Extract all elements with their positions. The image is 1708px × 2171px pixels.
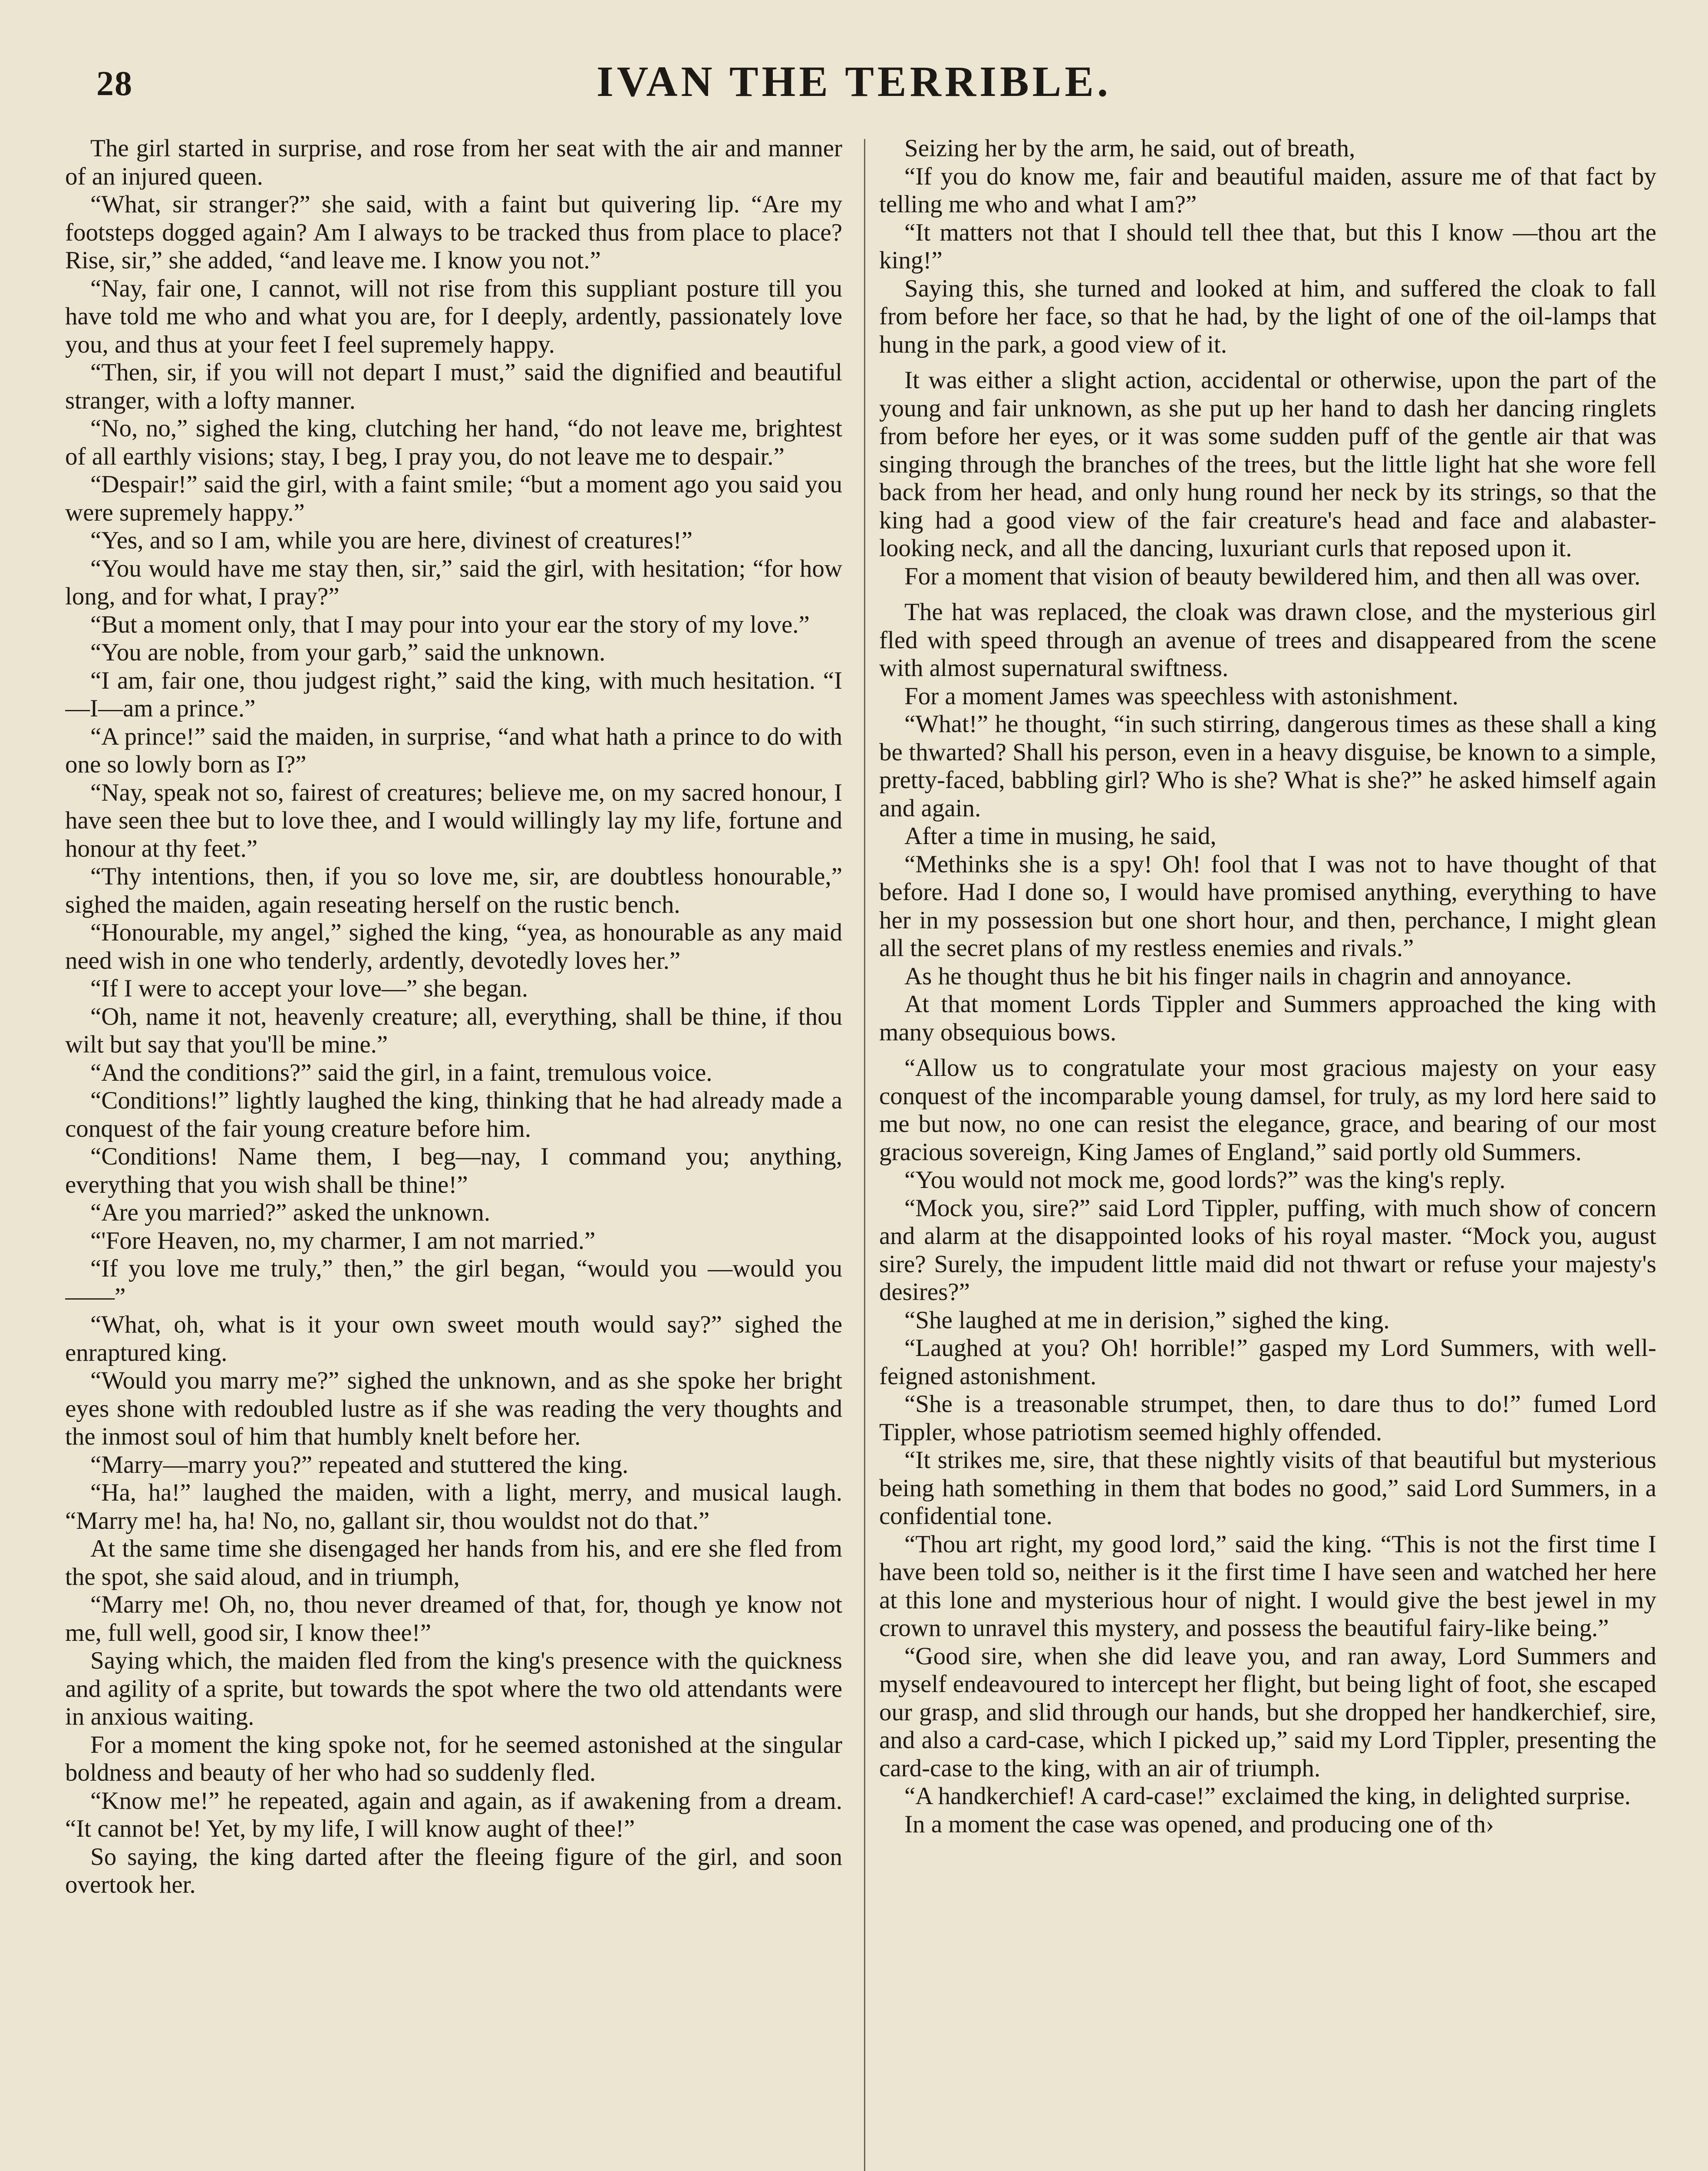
paragraph: “You would have me stay then, sir,” said the girl, with hesitation; “for how long, and for what, I pray?”: [65, 554, 842, 610]
page-number: 28: [96, 65, 133, 103]
paragraph: “You would not mock me, good lords?” was the king's reply.: [904, 1166, 1506, 1194]
paragraph: “Conditions!” lightly laughed the king, thinking that he had already made a conquest of the fair young creature before him.: [65, 1087, 842, 1142]
paragraph: “What, oh, what is it your own sweet mouth would say?” sighed the enraptured king.: [65, 1311, 842, 1366]
paragraph: “Nay, speak not so, fairest of creatures; believe me, on my sacred honour, I have seen thee but to love thee, and I would willingly lay my life, fortune and honour at thy feet.”: [65, 779, 842, 862]
paragraph: “She laughed at me in derision,” sighed the king.: [904, 1306, 1390, 1334]
paragraph: “It matters not that I should tell thee that, but this I know —thou art the king!”: [879, 218, 1656, 274]
paragraph: “No, no,” sighed the king, clutching her hand, “do not leave me, brightest of all earthly visions; stay, I beg, I pray you, do not leave me to despair.”: [65, 415, 842, 470]
paragraph: “Ha, ha!” laughed the maiden, with a light, merry, and musical laugh. “Marry me! ha, ha! No, no, gallant sir, thou wouldst not do that.”: [65, 1479, 842, 1534]
paragraph: “Conditions! Name them, I beg—nay, I command you; anything, everything that you wish shall be thine!”: [65, 1143, 842, 1198]
paragraph: “A prince!” said the maiden, in surprise, “and what hath a prince to do with one so lowly born as I?”: [65, 723, 842, 778]
paragraph: “What, sir stranger?” she said, with a faint but quivering lip. “Are my footsteps dogged again? Am I always to be tracked thus from place to place? Rise, sir,” she added, “and leave me. I know you not.”: [65, 191, 842, 274]
paragraph: As he thought thus he bit his finger nails in chagrin and annoyance.: [904, 962, 1572, 990]
paragraph: “Marry me! Oh, no, thou never dreamed of that, for, though ye know not me, full well, good sir, I know thee!”: [65, 1591, 842, 1646]
paragraph: “Methinks she is a spy! Oh! fool that I was not to have thought of that before. Had I done so, I would have promised anything, everything to have her in my possession but one short hour, and then, perchance, I might glean all the secret plans of my restless enemies and rivals.”: [879, 850, 1656, 962]
page-title: IVAN THE TERRIBLE.: [596, 57, 1112, 106]
paragraph: “If you love me truly,” then,” the girl began, “would you —would you——”: [65, 1255, 842, 1310]
paragraph: “Despair!” said the girl, with a faint smile; “but a moment ago you said you were supremely happy.”: [65, 471, 842, 526]
paragraph: “A handkerchief! A card-case!” exclaimed the king, in delighted surprise.: [904, 1782, 1631, 1810]
paragraph: “You are noble, from your garb,” said the unknown.: [90, 639, 606, 666]
paragraph: “Laughed at you? Oh! horrible!” gasped my Lord Summers, with well-feigned astonishment.: [879, 1334, 1656, 1390]
paragraph: “It strikes me, sire, that these nightly visits of that beautiful but mysterious being hath something in them that bodes no good,” said Lord Summers, in a confidential tone.: [879, 1446, 1656, 1530]
paragraph: “What!” he thought, “in such stirring, dangerous times as these shall a king be thwarted? Shall his person, even in a heavy disguise, be known to a simple, pretty-faced, babbling girl? Who is she? What is she?” he asked himself again and again.: [879, 710, 1656, 822]
right-column: [879, 135, 1656, 2171]
paragraph: “Then, sir, if you will not depart I must,” said the dignified and beautiful stranger, with a lofty manner.: [65, 359, 842, 414]
paragraph: In a moment the case was opened, and producing one of th›: [904, 1810, 1494, 1838]
paragraph: After a time in musing, he said,: [904, 822, 1217, 850]
paragraph: “'Fore Heaven, no, my charmer, I am not married.”: [90, 1227, 596, 1254]
page-header: [0, 56, 1708, 122]
paragraph: “Are you married?” asked the unknown.: [90, 1199, 491, 1226]
left-column: [65, 135, 842, 2171]
paragraph: “Thy intentions, then, if you so love me, sir, are doubtless honourable,” sighed the maiden, again reseating herself on the rustic bench.: [65, 863, 842, 918]
paragraph: “I am, fair one, thou judgest right,” said the king, with much hesitation. “I—I—am a prince.”: [65, 666, 842, 722]
paragraph: “Good sire, when she did leave you, and ran away, Lord Summers and myself endeavoured to intercept her flight, but being light of foot, she escaped our grasp, and slid through our hands, but she dropped her handkerchief, sire, and also a card-case, which I picked up,” said my Lord Tippler, presenting the card-case to the king, with an air of triumph.: [879, 1642, 1656, 1782]
paragraph: So saying, the king darted after the fleeing figure of the girl, and soon overtook her.: [65, 1843, 842, 1898]
paragraph: “Oh, name it not, heavenly creature; all, everything, shall be thine, if thou wilt but say that you'll be mine.”: [65, 1003, 842, 1058]
paragraph: Seizing her by the arm, he said, out of breath,: [904, 135, 1355, 162]
paragraph: For a moment James was speechless with astonishment.: [904, 682, 1458, 710]
paragraph: Saying this, she turned and looked at him, and suffered the cloak to fall from before her face, so that he had, by the light of one of the oil-lamps that hung in the park, a good view of it.: [879, 274, 1656, 358]
paragraph: “Yes, and so I am, while you are here, divinest of creatures!”: [90, 527, 693, 554]
paragraph: “But a moment only, that I may pour into your ear the story of my love.”: [90, 610, 810, 638]
paragraph: For a moment the king spoke not, for he seemed astonished at the singular boldness and beauty of her who had so suddenly fled.: [65, 1731, 842, 1786]
paragraph: “If I were to accept your love—” she began.: [90, 975, 528, 1002]
paragraph: “Would you marry me?” sighed the unknown, and as she spoke her bright eyes shone with redoubled lustre as if she was reading the very thoughts and the inmost soul of him that humbly knelt before her.: [65, 1367, 842, 1450]
paragraph: “Marry—marry you?” repeated and stuttered the king.: [90, 1451, 629, 1478]
paragraph: “Honourable, my angel,” sighed the king, “yea, as honourable as any maid need wish in one who tenderly, ardently, devotedly loves her.”: [65, 919, 842, 974]
paragraph: “Thou art right, my good lord,” said the king. “This is not the first time I have been told so, neither is it the first time I have seen and watched her here at this lone and mysterious hour of night. I would give the best jewel in my crown to unravel this mystery, and possess the beautiful fairy-like being.”: [879, 1530, 1656, 1642]
paragraph: “And the conditions?” said the girl, in a faint, tremulous voice.: [90, 1059, 712, 1086]
paragraph: It was either a slight action, accidental or otherwise, upon the part of the young and fair unknown, as she put up her hand to dash her dancing ringlets from before her eyes, or it was some sudden puff of the gentle air that was singing through the branches of the trees, but the little light hat she wore fell back from her head, and only hung round her neck by its strings, so that the king had a good view of the fair creature's head and face and alabaster-looking neck, and all the dancing, luxuriant curls that reposed upon it.: [879, 366, 1656, 562]
paragraph: “Allow us to congratulate your most gracious majesty on your easy conquest of the incomparable young damsel, for truly, as my lord here said to me but now, no one can resist the elegance, grace, and bearing of our most gracious sovereign, King James of England,” said portly old Summers.: [879, 1054, 1656, 1166]
paragraph: Saying which, the maiden fled from the king's presence with the quickness and agility of a sprite, but towards the spot where the two old attendants were in anxious waiting.: [65, 1647, 842, 1730]
paragraph: “Mock you, sire?” said Lord Tippler, puffing, with much show of concern and alarm at the disappointed looks of his royal master. “Mock you, august sire? Surely, the impudent little maid did not thwart or refuse your majesty's desires?”: [879, 1194, 1656, 1306]
paragraph: “Nay, fair one, I cannot, will not rise from this suppliant posture till you have told me who and what you are, for I deeply, ardently, passionately love you, and thus at your feet I feel supremely happy.: [65, 274, 842, 358]
paragraph: At that moment Lords Tippler and Summers approached the king with many obsequious bows.: [879, 990, 1656, 1046]
paragraph: “She is a treasonable strumpet, then, to dare thus to do!” fumed Lord Tippler, whose patriotism seemed highly offended.: [879, 1390, 1656, 1446]
paragraph: For a moment that vision of beauty bewildered him, and then all was over.: [904, 562, 1641, 590]
paragraph: The hat was replaced, the cloak was drawn close, and the mysterious girl fled with speed through an avenue of trees and disappeared from the scene with almost supernatural swiftness.: [879, 598, 1656, 682]
paragraph: “If you do know me, fair and beautiful maiden, assure me of that fact by telling me who and what I am?”: [879, 162, 1656, 218]
column-divider: [864, 139, 865, 2171]
paragraph: “Know me!” he repeated, again and again, as if awakening from a dream. “It cannot be! Yet, by my life, I will know aught of thee!”: [65, 1787, 842, 1842]
paragraph: At the same time she disengaged her hands from his, and ere she fled from the spot, she said aloud, and in triumph,: [65, 1535, 842, 1590]
paragraph: The girl started in surprise, and rose from her seat with the air and manner of an injured queen.: [65, 135, 842, 190]
